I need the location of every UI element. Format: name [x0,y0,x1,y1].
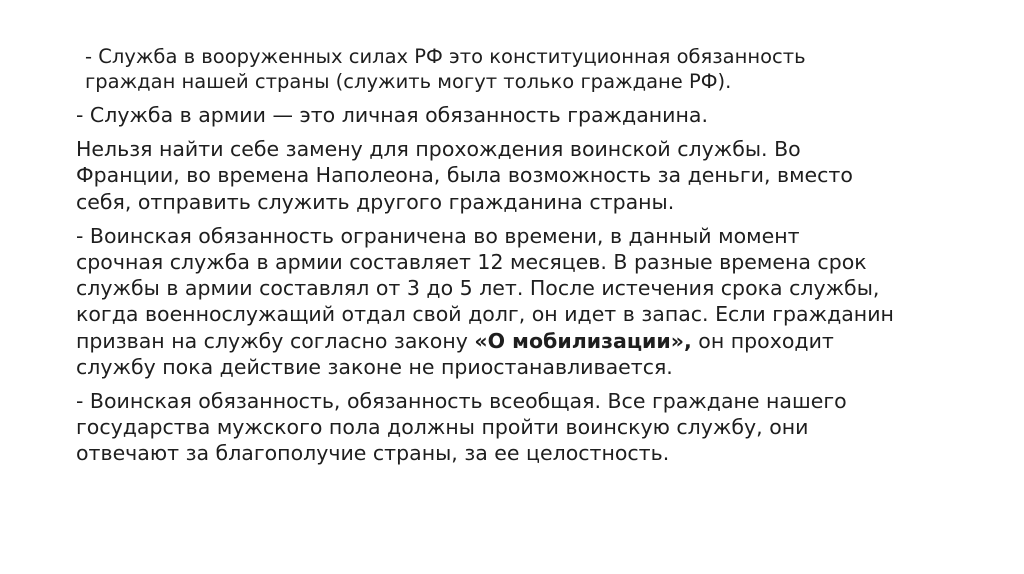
text-line: службы в армии составлял от 3 до 5 лет. После истечения срока службы, [76,276,880,301]
text-line: Нельзя найти себе замену для прохождения воинской службы. Во [76,137,801,162]
text-line: - Служба в вооруженных силах РФ это конституционная обязанность [85,45,806,68]
text-line-with-law-name [76,328,956,354]
paragraph-personal-duty [76,102,956,128]
text-line: себя, отправить служить другого гражданина страны. [76,189,675,214]
text-fragment: призван на службу согласно закону [76,328,475,353]
text-line: срочная служба в армии составляет 12 месяцев. В разные времена срок [76,250,867,275]
text-fragment: он проходит [691,328,834,353]
text-line: государства мужского пола должны пройти воинскую службу, они [76,415,809,440]
text-line: службу пока действие законе не приостанавливается. [76,354,673,379]
text-line: - Воинская обязанность, обязанность всеобщая. Все граждане нашего [76,389,847,414]
text-line: Франции, во времена Наполеона, была возможность за деньги, вместо [76,163,853,188]
text-line: - Служба в армии — это личная обязанность гражданина. [76,103,708,127]
paragraph-universal-duty [76,388,956,467]
paragraph-time-limited [76,223,956,380]
text-line: отвечают за благополучие страны, за ее целостность. [76,441,670,466]
paragraph-no-replacement [76,136,956,215]
text-line: когда военнослужащий отдал свой долг, он идет в запас. Если гражданин [76,302,894,327]
slide-text-body [76,44,956,475]
law-name-bold: «О мобилизации», [474,328,692,353]
paragraph-constitutional-duty [76,44,956,94]
text-line: граждан нашей страны (служить могут только граждане РФ). [85,70,732,93]
text-line: - Воинская обязанность ограничена во времени, в данный момент [76,223,800,248]
